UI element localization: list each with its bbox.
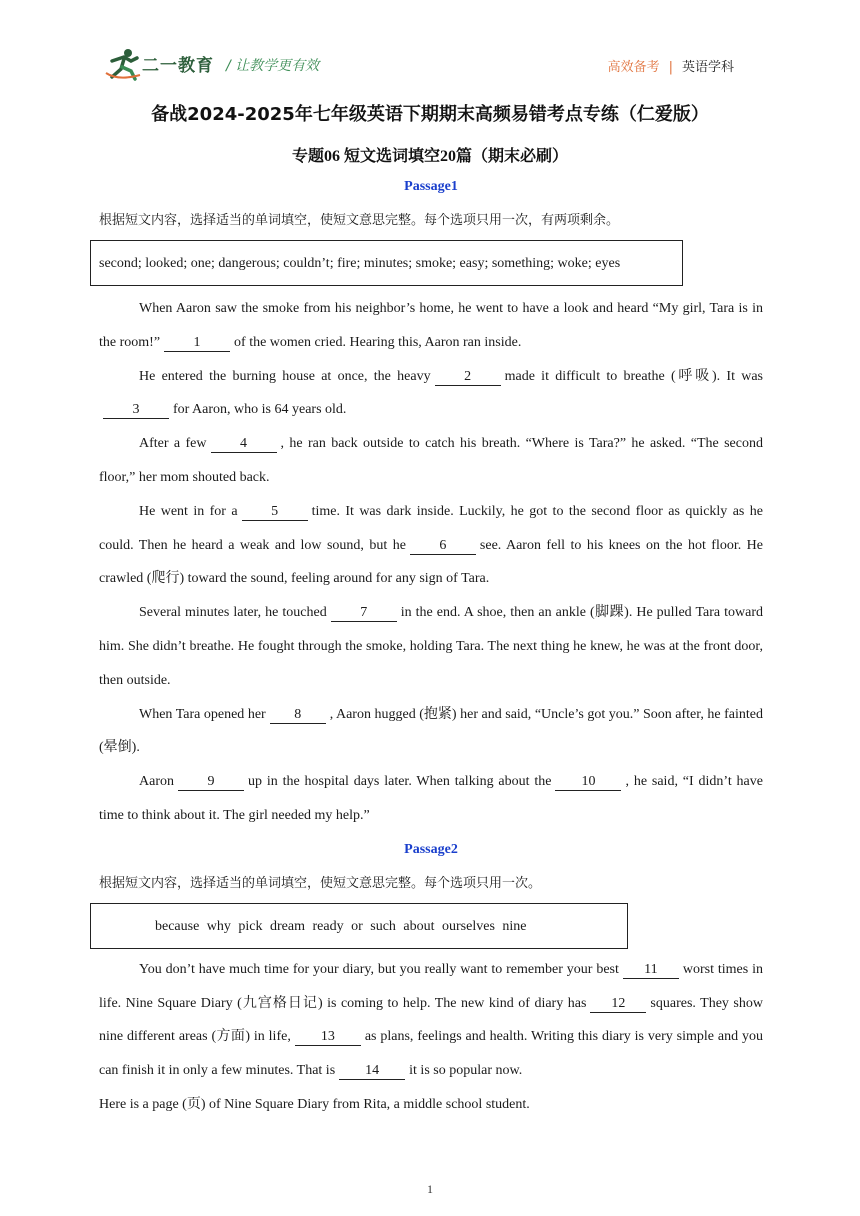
answer-blank[interactable]: 7 [331,605,397,622]
logo-text: 二一教育 [142,56,214,76]
paragraph: When Tara opened her 8 , Aaron hugged (抱紧) her and said, “Uncle’s got you.” Soon after, he fainted (晕倒). [99,706,763,756]
paragraph: Several minutes later, he touched 7 in the end. A shoe, then an ankle (脚踝). He pulled Tara toward him. She didn’t breathe. He fought through the smoke, holding Tara. The next thing he knew, he was at the front door, then outside. [99,605,764,688]
answer-blank[interactable]: 4 [211,436,277,453]
tag-exam-prep: 高效备考 [607,60,660,75]
instruction: 根据短文内容，选择适当的单词填空，使短文意思完整。每个选项只用一次。 [99,875,542,891]
word-box: because why pick dream ready or such about ourselves nine [90,903,628,949]
page-header [0,0,860,90]
answer-blank[interactable]: 2 [435,369,501,386]
answer-blank[interactable]: 1 [164,335,230,352]
answer-blank[interactable]: 12 [590,996,646,1013]
passage-title: Passage2 [404,841,458,857]
answer-blank[interactable]: 11 [623,962,679,979]
passage-title: Passage1 [404,179,458,194]
answer-blank[interactable]: 14 [339,1063,405,1080]
instruction: 根据短文内容，选择适当的单词填空，使短文意思完整。每个选项只用一次，有两项剩余。 [99,213,620,228]
tag-separator: | [668,60,673,75]
answer-blank[interactable]: 10 [555,774,621,791]
word-box: second; looked; one; dangerous; couldn’t; fire; minutes; smoke; easy; something; woke; eyes [90,240,683,286]
answer-blank[interactable]: 6 [410,538,476,555]
document-title: 备战2024-2025年七年级英语下期期末高频易错考点专练（仁爱版） [151,104,709,125]
paragraph: After a few 4 , he ran back outside to catch his breath. “Where is Tara?” he asked. “The second floor,” her mom shouted back. [99,436,763,485]
answer-blank[interactable]: 5 [242,504,308,521]
answer-blank[interactable]: 9 [178,774,244,791]
paragraph: He entered the burning house at once, the heavy 2 made it difficult to breathe (呼吸). It was3 for Aaron, who is 64 years old. [99,360,763,428]
slogan: / 让教学更有效 [226,58,320,74]
logo [104,47,216,81]
paragraph: Aaron 9 up in the hospital days later. When talking about the 10 , he said, “I didn’t have time to think about it. The girl needed my help.” [99,774,763,823]
paragraph: You don’t have much time for your diary, but you really want to remember your best 11 worst times in life. Nine Square Diary (九宫格日记) is coming to help. The new kind of diary has 12 squares. They show nine different areas (方面) in life, 13 as plans, feelings and health. Writing this diary is very simple and you can finish it in only a few minutes. That is 14 it is so popular now. [99,961,763,1079]
page-number: 1 [427,1182,433,1196]
document-subtitle: 专题06 短文选词填空20篇（期末必刷） [291,148,568,165]
document-body [99,170,763,1122]
paragraph: Here is a page (页) of Nine Square Diary from Rita, a middle school student. [99,1096,530,1112]
answer-blank[interactable]: 3 [103,402,169,419]
paragraph: When Aaron saw the smoke from his neighbor’s home, he went to have a look and heard “My girl, Tara is in the room!” 1 of the women cried. Hearing this, Aaron ran inside. [99,301,763,350]
answer-blank[interactable]: 13 [295,1029,361,1046]
runner-logo-icon [104,47,144,81]
header-tags [608,56,734,75]
answer-blank[interactable]: 8 [270,707,326,724]
paragraph: He went in for a 5 time. It was dark inside. Luckily, he got to the second floor as quickly as he could. Then he heard a weak and low sound, but he 6 see. Aaron fell to his knees on the hot floor. He crawled (爬行) toward the sound, feeling around for any sign of Tara. [99,503,764,587]
tag-subject: 英语学科 [681,60,734,75]
